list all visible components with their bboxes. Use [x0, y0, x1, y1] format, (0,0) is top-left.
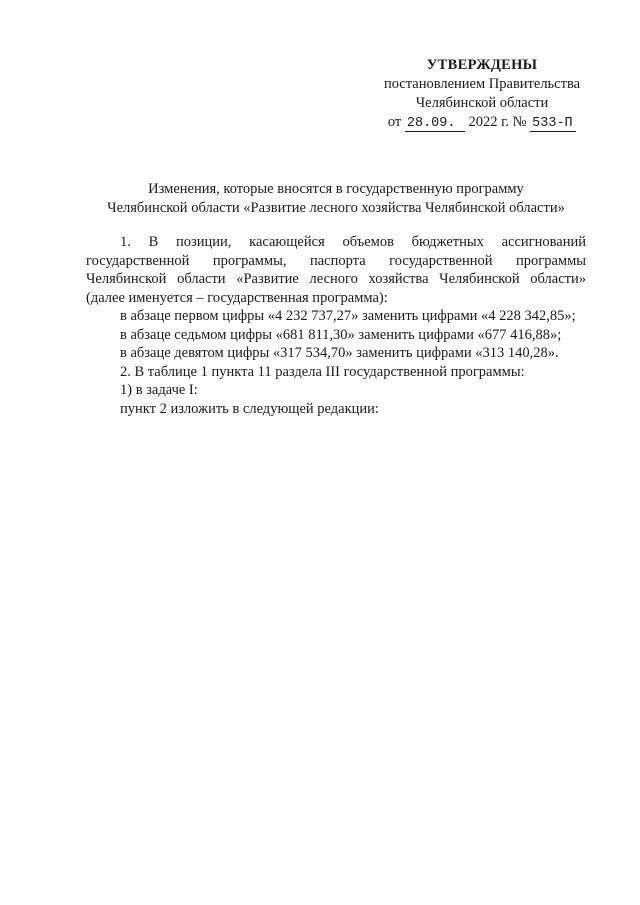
- handwritten-number: 533-П: [530, 116, 576, 132]
- paragraph-1-line-2: государственной программы, паспорта государственной программы: [86, 252, 586, 269]
- list-item-1: в абзаце первом цифры «4 232 737,27» заменить цифрами «4 228 342,85»;: [120, 308, 576, 324]
- paragraph-1-line-4: (далее именуется – государственная программа):: [86, 289, 388, 306]
- date-prefix: от: [387, 114, 402, 130]
- list-item-3: в абзаце девятом цифры «317 534,70» заменить цифрами «313 140,28».: [120, 345, 559, 361]
- handwritten-date: 28.09.: [405, 116, 465, 132]
- title-line-1: Изменения, которые вносятся в государственную программу: [148, 181, 524, 197]
- title-line-2: Челябинской области «Развитие лесного хозяйства Челябинской области»: [107, 200, 565, 216]
- paragraph-2-sub-1: 1) в задаче I:: [120, 382, 198, 398]
- paragraph-1-line-3: Челябинской области «Развитие лесного хозяйства Челябинской области»: [86, 271, 586, 287]
- document-title: [86, 180, 586, 218]
- approval-line-1: постановлением Правительства: [383, 76, 581, 92]
- date-year: 2022 г. №: [468, 114, 527, 130]
- paragraph-1-line-1: 1. В позиции, касающейся объемов бюджетных ассигнований: [120, 234, 586, 250]
- document-body: [86, 233, 586, 418]
- approval-line-2: Челябинской области: [415, 95, 549, 111]
- approval-heading: УТВЕРЖДЕНЫ: [426, 57, 538, 73]
- approval-date-line: [372, 113, 592, 132]
- list-item-2: в абзаце седьмом цифры «681 811,30» заменить цифрами «677 416,88»;: [120, 326, 562, 343]
- approval-stamp: [372, 56, 592, 132]
- paragraph-2-sub-2: пункт 2 изложить в следующей редакции:: [120, 400, 379, 417]
- paragraph-2: 2. В таблице 1 пункта 11 раздела III государственной программы:: [120, 363, 525, 380]
